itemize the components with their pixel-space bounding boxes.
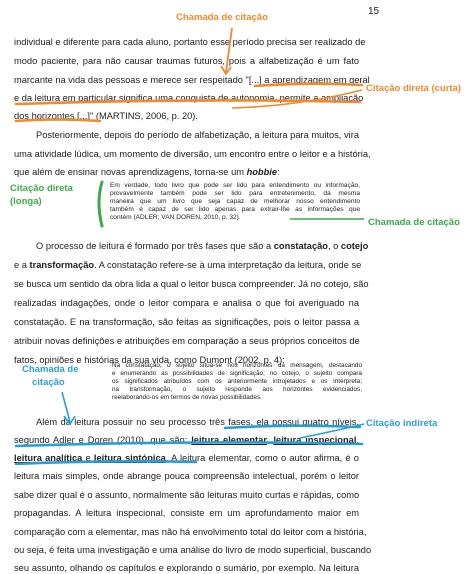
annotation-chamada-top: Chamada de citação [176,12,268,23]
blue-underline-3 [16,461,196,464]
orange-arrow-top [226,28,232,72]
hobbie-word: hobbie [246,167,278,177]
blue-underline-1 [225,426,360,428]
block-quote-line: e enumerando as possibilidades de significação; no cotejo, o sujeito compara [112,370,362,377]
block-quote-line: Na constatação, o sujeito situa-se nos horizontes da mensagem, destacando [112,362,362,369]
text-span: . A leitura elementar, como o autor afirma, é o [165,453,359,463]
block-quote-line: maneira que um livro que seja capaz de melhorar nosso entendimento [110,198,360,205]
body-line: ou seja, é feita uma investigação e uma análise do livro de modo superficial, buscando [14,545,372,555]
term-leitura-analitica: leitura analítica [14,453,83,463]
orange-arrow-right [232,90,362,108]
text-span: : [277,167,280,177]
block-quote-line: também é capaz de ser lido apenas para extrair-lhe as informações que [110,206,360,213]
term-leitura-elementar: leitura elementar [191,435,267,445]
body-line: realizadas indagações, onde o leitor compara e analisa o que foi averiguado na [14,298,359,308]
text-span: que além de ensinar novas aprendizagens, torna-se um [14,167,247,177]
green-bracket [99,182,102,226]
text-span: O processo de leitura é formado por três fases que são a [36,241,274,251]
orange-underline-1 [255,84,362,86]
body-line: atribuir novas definições e atribuições em comparação a seus próprios conceitos de [14,336,360,346]
text-span: , [356,435,359,445]
annotation-citacao-direta-longa-2: (longa) [10,196,42,207]
text-span: , o [327,241,341,251]
text-span: e a [14,260,30,270]
block-quote-line: os significados atribuídos com os anteriormente introjetados e os interpreta; [112,378,362,385]
body-line: constatação. E na transformação, são feitas as significações, pois o leitor passa a [14,317,359,327]
body-line: seu assunto, olhando os capítulos e explorando o sumário, por exemplo. Na leitura [14,563,359,573]
annotation-chamada-left-2: citação [32,377,65,388]
text-span: , [266,435,274,445]
body-line: sabe dizer qual é o assunto, normalmente são leituras muito curtas e rápidas, como [14,490,360,500]
annotation-citacao-direta-curta: Citação direta (curta) [366,83,462,94]
citation-martins: (MARTINS, 2006, p. 20). [93,111,198,121]
blue-underline-2 [16,442,362,446]
body-line: se busca um sentido da obra lida a qual o leitor busca compreender. Já no cotejo, são [14,279,369,289]
block-quote-line: reelaborando-os em termos de novas possibilidades. [112,394,262,401]
body-line: Posteriormente, depois do período de alfabetização, a leitura para muitos, vira [36,130,359,140]
term-constatacao: constatação [273,241,328,251]
annotation-chamada-left-1: Chamada de [22,364,79,375]
page-number: 15 [368,6,380,17]
block-quote-line: provavelmente também pode ser lido para entretenimento, da mesma [110,190,360,197]
block-quote-line: contém (ADLER; VAN DOREN, 2010, p. 32). [110,214,241,221]
term-cotejo: cotejo [340,241,369,251]
body-line: comparação com a elementar, mas não há envolvimento total do leitor com a história, [14,527,367,537]
block-quote-line: na transformação, o sujeito responde aos horizontes evidenciados, [112,386,362,393]
annotation-citacao-direta-longa-1: Citação direta [10,183,73,194]
body-line: modo paciente, para não causar traumas futuros, pois a alfabetização é um fato [14,56,359,66]
term-transformacao: transformação [29,260,95,270]
orange-underline-3 [16,120,100,122]
annotation-chamada-right: Chamada de citação [368,217,460,228]
text-span: segundo Adler e Doren (2010), que são: [14,435,192,445]
text-span: e [82,453,94,463]
term-leitura-inspecional: leitura inspecional [273,435,357,445]
body-line: uma atividade lúdica, um momento de diversão, um encontro entre o leitor e a história, [14,149,371,159]
body-line: marcante na vida das pessoas e merece ser respeitado "[...] a aprendizagem em geral [14,75,370,85]
body-line: propagandas. A leitura inspecional, consiste em um aprofundamento maior em [14,508,359,518]
body-line: fatos, opiniões e histórias da sua vida, como Dumont (2002, p. 4): [14,355,285,365]
body-line: e da leitura em particular significa uma conquista de autonomia, permite a ampliação [14,93,364,103]
body-line: leitura mais simples, onde abrange pouca compreensão intelectual, porém o leitor [14,471,359,481]
body-line: Além da leitura possuir no seu processo três fases, ela possui quatro níveis, [36,417,359,427]
block-quote-line: Em verdade, todo livro que pode ser lido para entendimento ou informação, [110,182,360,189]
term-leitura-sintopica: leitura sintópica [93,453,166,463]
body-line: individual e diferente para cada aluno, portanto esse período precisa ser realizado de [14,37,366,47]
annotation-citacao-indireta: Citação indireta [366,418,438,429]
text-span: . A constatação refere-se à uma interpretação da leitura, onde se [94,260,362,270]
quote-end: dos horizontes [...]" [14,111,94,121]
